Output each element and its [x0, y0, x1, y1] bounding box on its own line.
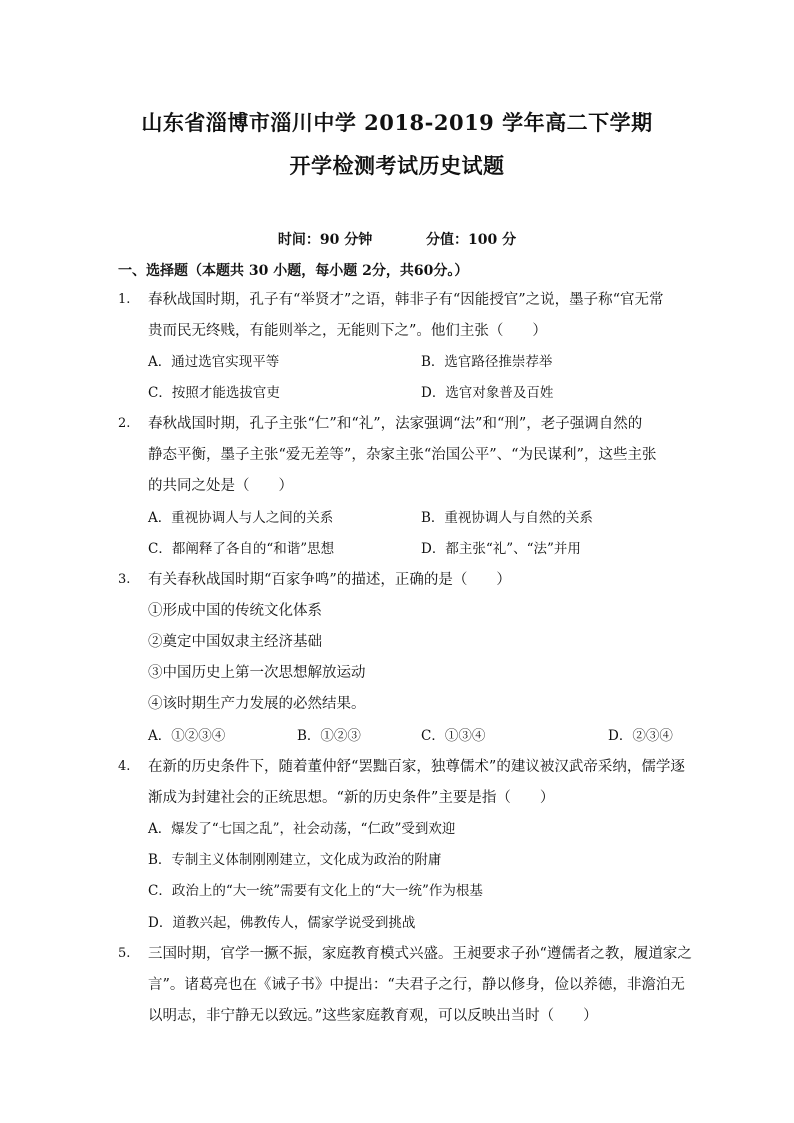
question-number: 4.	[118, 759, 131, 774]
document-title-line-1: 山东省淄博市淄川中学 2018-2019 学年高二下学期	[141, 110, 653, 135]
option-b: B．①②③	[297, 728, 361, 744]
document-title-line-2: 开学检测考试历史试题	[289, 153, 505, 178]
question-number: 5.	[118, 946, 131, 961]
question-statement: ②奠定中国奴隶主经济基础	[148, 634, 322, 650]
question-statement: ①形成中国的传统文化体系	[148, 603, 322, 619]
question-stem-line: 春秋战国时期，孔子有“举贤才”之语，韩非子有“因能授官”之说，墨子称“官无常	[148, 292, 664, 308]
exam-score: 分值：100 分	[426, 232, 517, 248]
question-number: 2.	[118, 416, 131, 431]
option-b: B．专制主义体制刚刚建立，文化成为政治的附庸	[148, 852, 442, 868]
exam-info	[0, 229, 794, 249]
option-d: D．选官对象普及百姓	[421, 385, 554, 401]
question-stem-line: 有关春秋战国时期“百家争鸣”的描述，正确的是（ ）	[148, 572, 511, 588]
question-stem-line: 静态平衡，墨子主张“爱无差等”，杂家主张“治国公平”、“为民谋利”，这些主张	[148, 447, 657, 463]
option-a: A．重视协调人与人之间的关系	[148, 510, 334, 526]
question-stem-line: 以明志，非宁静无以致远。”这些家庭教育观，可以反映出当时（ ）	[148, 1008, 598, 1024]
section-heading: 一、选择题（本题共 30 小题，每小题 2分，共60分。）	[118, 263, 469, 279]
question-stem-line: 三国时期，官学一撅不振，家庭教育模式兴盛。王昶要求子孙“遵儒者之教，履道家之	[148, 946, 692, 962]
question-stem-line: 的共同之处是（ ）	[148, 478, 293, 494]
question-stem-line: 在新的历史条件下，随着董仲舒“罢黜百家，独尊儒术”的建议被汉武帝采纳，儒学逐	[148, 759, 685, 775]
question-stem-line: 渐成为封建社会的正统思想。“新的历史条件”主要是指（ ）	[148, 790, 555, 806]
option-c: C．都阐释了各自的“和谐”思想	[148, 541, 335, 557]
option-c: C．①③④	[421, 728, 486, 744]
option-b: B．重视协调人与自然的关系	[421, 510, 593, 526]
option-b: B．选官路径推崇荐举	[421, 354, 553, 370]
option-a: A．爆发了“七国之乱”，社会动荡，“仁政”受到欢迎	[148, 821, 456, 837]
question-stem-line: 春秋战国时期，孔子主张“仁”和“礼”，法家强调“法”和“刑”，老子强调自然的	[148, 416, 643, 432]
option-d: D．道教兴起，佛教传人，儒家学说受到挑战	[148, 915, 416, 931]
question-stem-line: 言”。诸葛亮也在《诫子书》中提出：“夫君子之行，静以修身，俭以养德，非澹泊无	[148, 977, 685, 993]
question-stem-line: 贵而民无终贱，有能则举之，无能则下之”。他们主张（ ）	[148, 323, 547, 339]
option-c: C．政治上的“大一统”需要有文化上的“大一统”作为根基	[148, 883, 483, 899]
option-d: D．②③④	[608, 728, 673, 744]
question-number: 1.	[118, 292, 131, 307]
exam-time: 时间：90 分钟	[277, 232, 373, 248]
question-statement: ④该时期生产力发展的必然结果。	[148, 696, 366, 712]
option-a: A．①②③④	[148, 728, 226, 744]
option-c: C．按照才能选拔官吏	[148, 385, 280, 401]
question-number: 3.	[118, 572, 131, 587]
option-d: D．都主张“礼”、“法”并用	[421, 541, 581, 557]
question-statement: ③中国历史上第一次思想解放运动	[148, 665, 366, 681]
option-a: A．通过选官实现平等	[148, 354, 280, 370]
